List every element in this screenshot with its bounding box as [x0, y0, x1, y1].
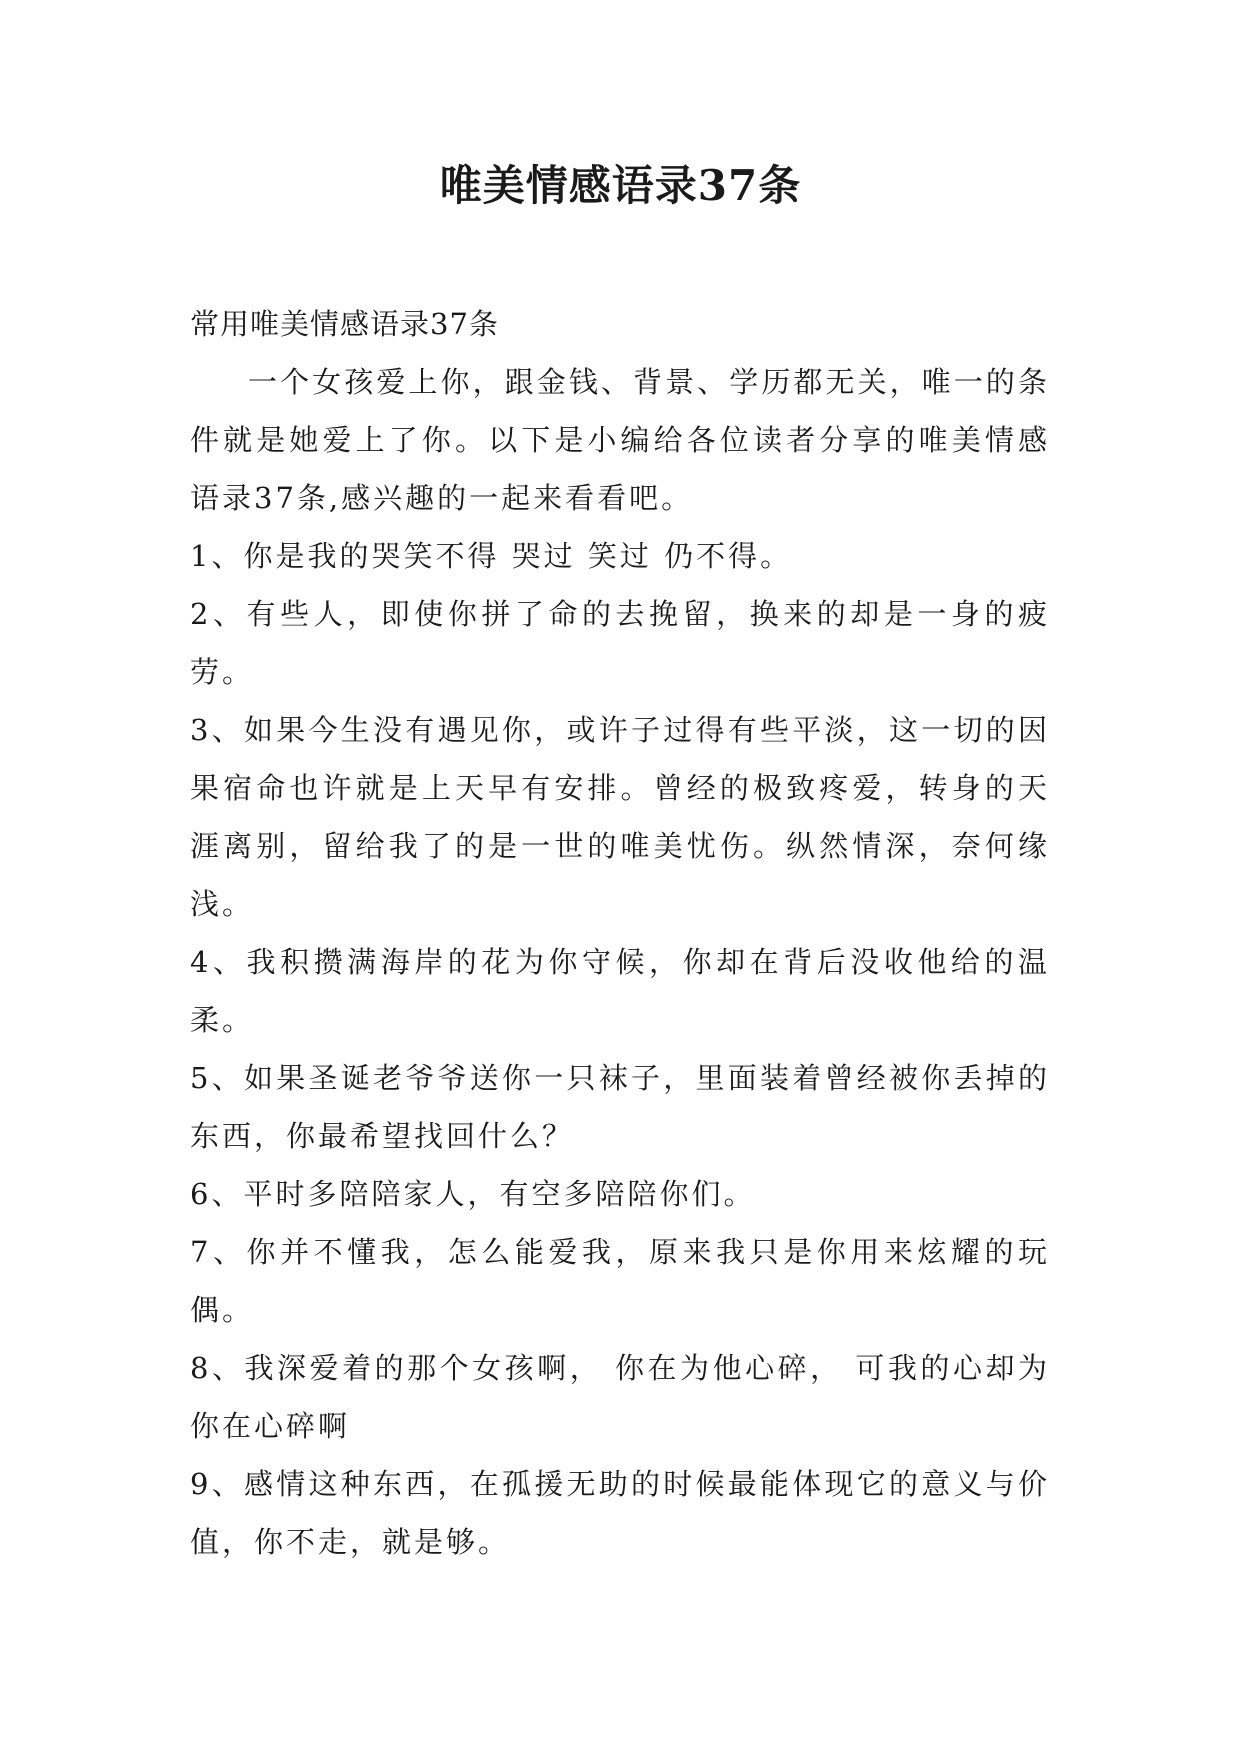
document-body [190, 295, 1050, 1571]
quote-item: 3、如果今生没有遇见你，或许子过得有些平淡，这一切的因果宿命也许就是上天早有安排。曾经的极致疼爱，转身的天涯离别，留给我了的是一世的唯美忧伤。纵然情深，奈何缘浅。 [190, 713, 1050, 921]
page-title: 唯美情感语录37条 [439, 161, 802, 210]
quote-item: 4、我积攒满海岸的花为你守候，你却在背后没收他给的温柔。 [190, 945, 1050, 1037]
quote-item: 6、平时多陪陪家人，有空多陪陪你们。 [190, 1177, 756, 1211]
quote-item: 1、你是我的哭笑不得 哭过 笑过 仍不得。 [190, 539, 793, 573]
document-subtitle: 常用唯美情感语录37条 [190, 307, 499, 341]
quote-item: 5、如果圣诞老爷爷送你一只袜子，里面装着曾经被你丢掉的东西，你最希望找回什么？ [190, 1061, 1050, 1153]
quote-item: 2、有些人，即使你拼了命的去挽留，换来的却是一身的疲劳。 [190, 597, 1050, 689]
intro-paragraph: 一个女孩爱上你，跟金钱、背景、学历都无关，唯一的条件就是她爱上了你。以下是小编给各位读者分享的唯美情感语录37条,感兴趣的一起来看看吧。 [190, 365, 1050, 515]
quote-item: 8、我深爱着的那个女孩啊， 你在为他心碎， 可我的心却为你在心碎啊 [190, 1351, 1050, 1443]
quote-item: 9、感情这种东西，在孤援无助的时候最能体现它的意义与价值，你不走，就是够。 [190, 1467, 1050, 1559]
quote-item: 7、你并不懂我，怎么能爱我，原来我只是你用来炫耀的玩偶。 [190, 1235, 1050, 1327]
